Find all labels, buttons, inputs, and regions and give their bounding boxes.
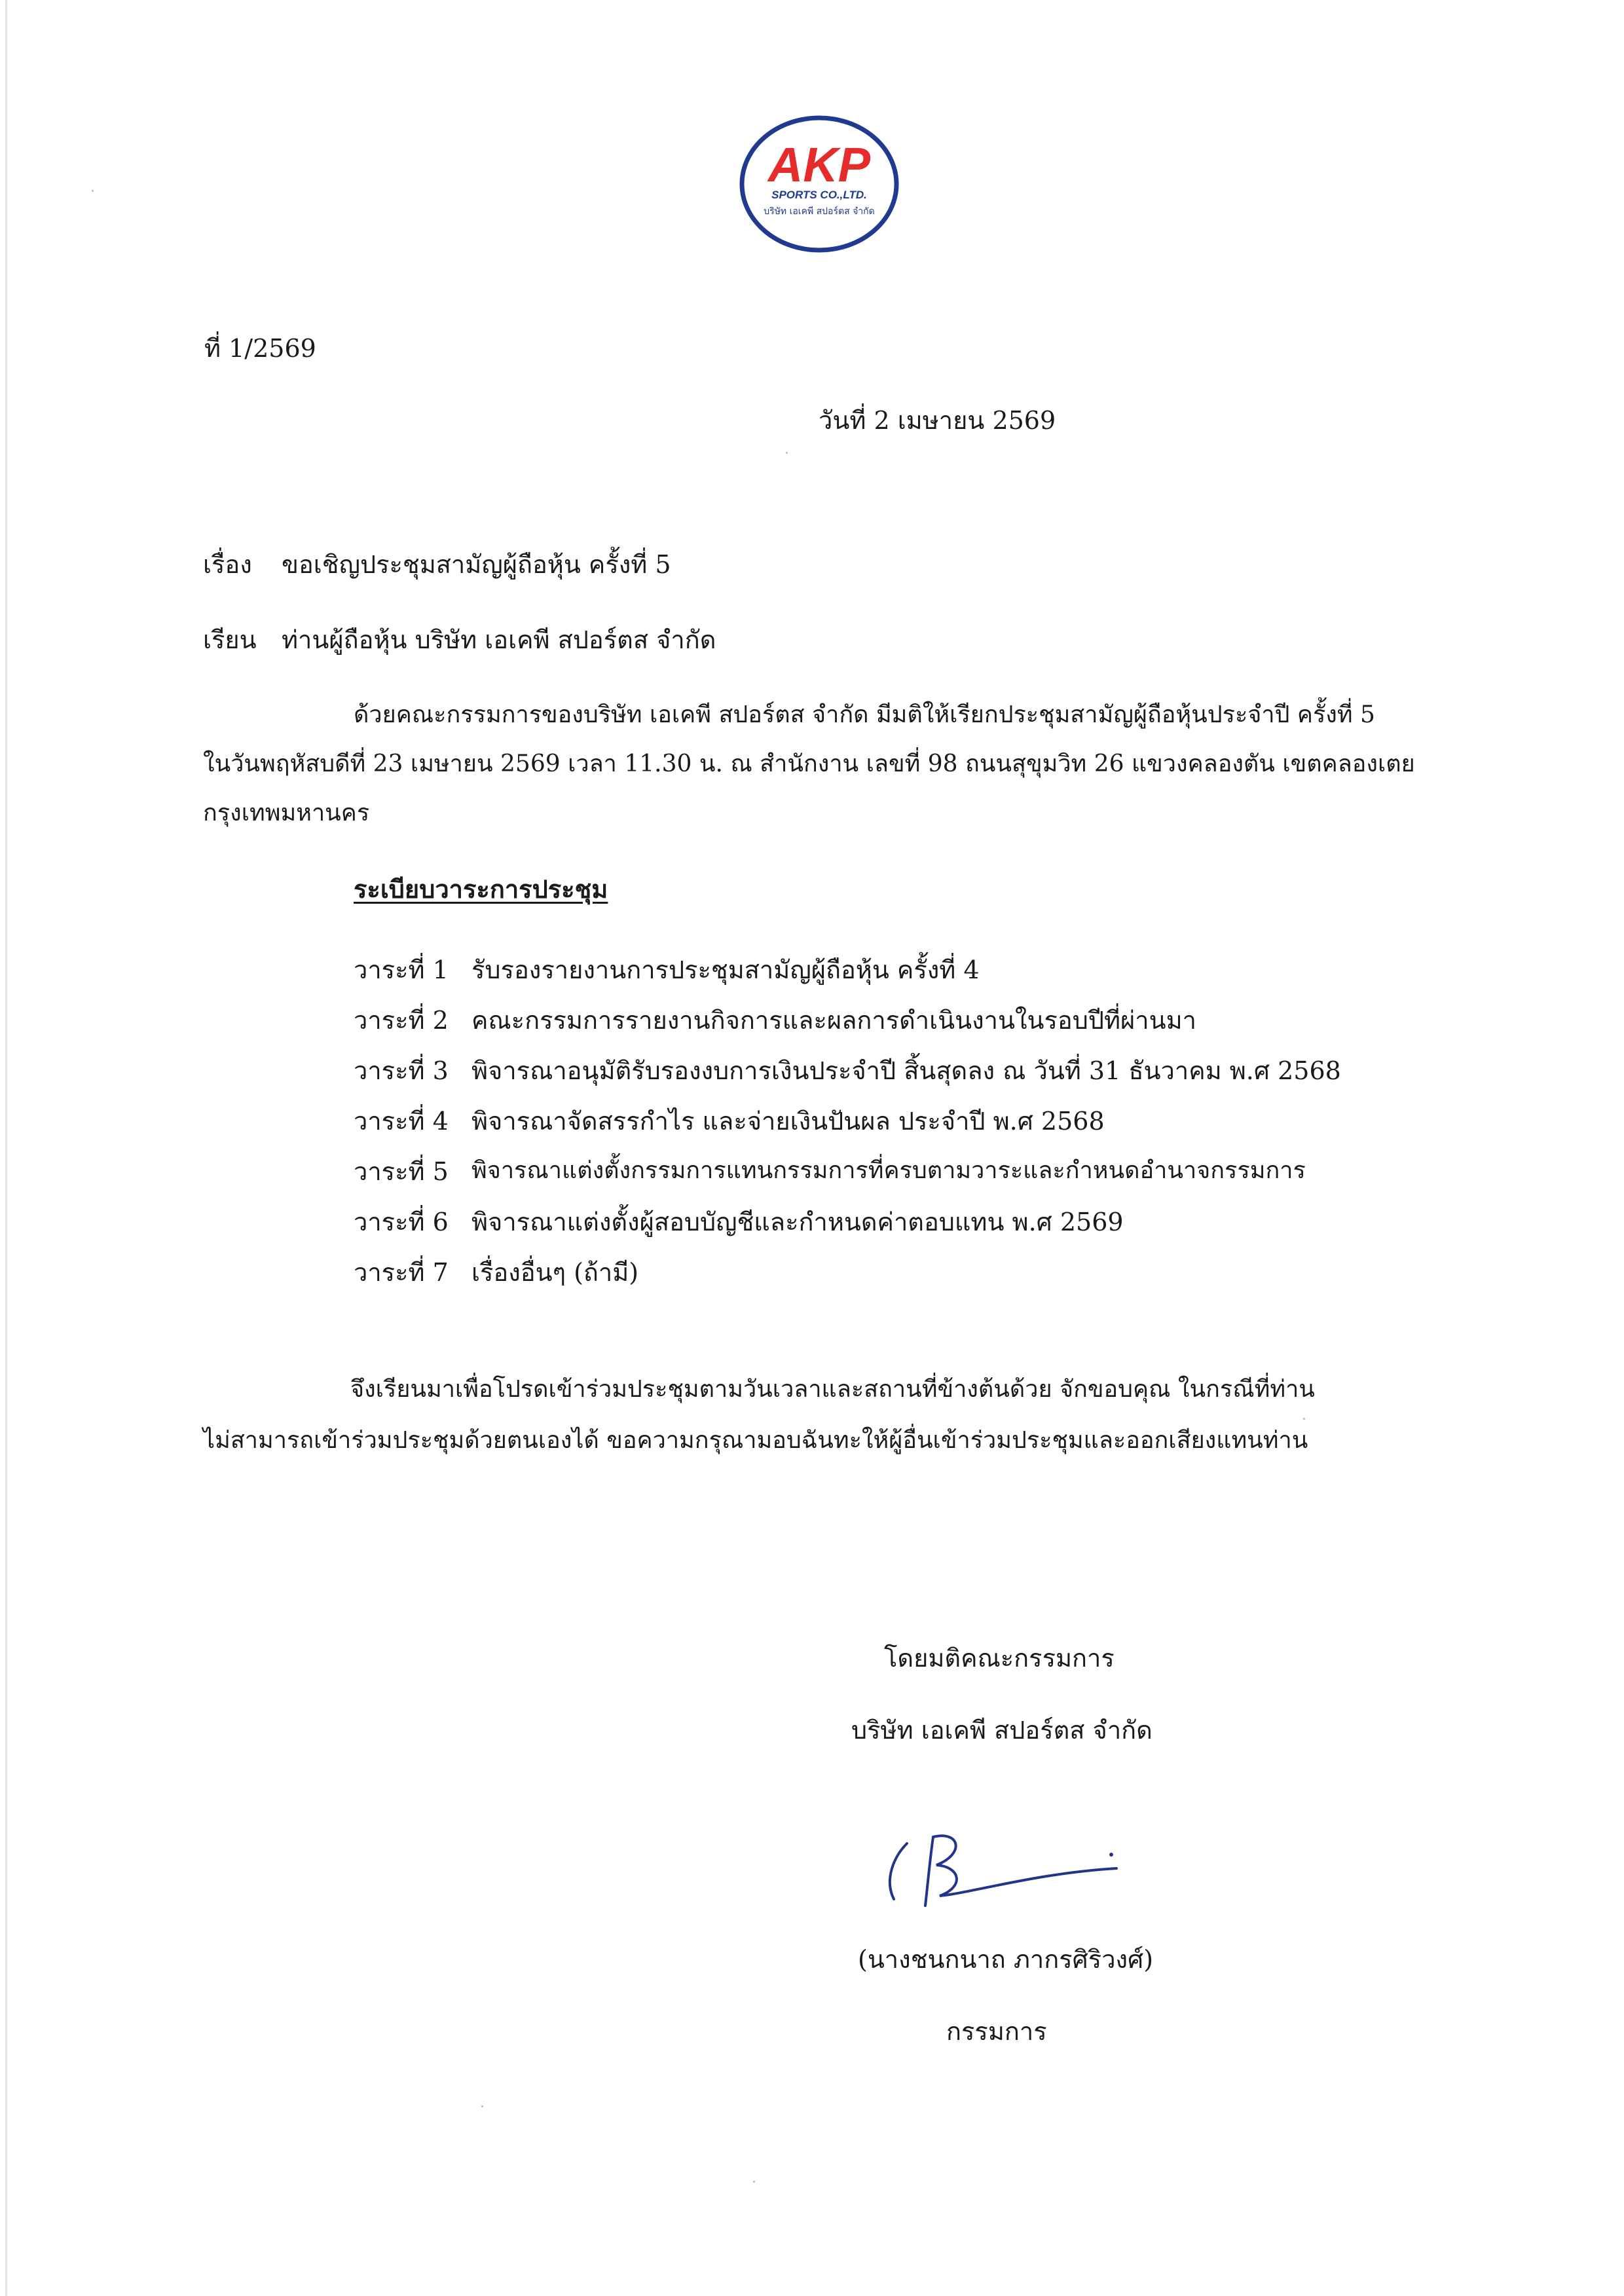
agenda-item-6-no: วาระที่ 6: [354, 1208, 449, 1236]
agenda-item-1-no: วาระที่ 1: [354, 955, 449, 984]
scan-speck: [1303, 1418, 1305, 1420]
signature-mark: [868, 1807, 1130, 1912]
subject-text: ขอเชิญประชุมสามัญผู้ถือหุ้น ครั้งที่ 5: [282, 550, 671, 579]
to-label: เรียน: [203, 625, 257, 654]
sign-company: บริษัท เอเคพี สปอร์ตส จำกัด: [851, 1716, 1153, 1745]
letter-number: ที่ 1/2569: [204, 334, 316, 363]
scan-edge: [5, 0, 7, 2296]
agenda-item-7-no: วาระที่ 7: [354, 1258, 449, 1287]
agenda-item-5-text: พิจารณาแต่งตั้งกรรมการแทนกรรมการที่ครบตามวาระและกำหนดอำนาจกรรมการ: [471, 1157, 1306, 1184]
agenda-item-2-no: วาระที่ 2: [354, 1006, 449, 1035]
agenda-item-3-text: พิจารณาอนุมัติรับรองงบการเงินประจำปี สิ้นสุดลง ณ วันที่ 31 ธันวาคม พ.ศ 2568: [471, 1056, 1341, 1085]
agenda-item-5-no: วาระที่ 5: [354, 1157, 449, 1186]
agenda-item-7-text: เรื่องอื่นๆ (ถ้ามี): [471, 1258, 639, 1287]
signer-title: กรรมการ: [946, 2017, 1047, 2046]
company-logo: [739, 115, 900, 253]
scan-speck: [753, 2181, 755, 2183]
scan-speck: [92, 190, 94, 192]
letter-date: วันที่ 2 เมษายน 2569: [819, 406, 1056, 435]
agenda-item-6-text: พิจารณาแต่งตั้งผู้สอบบัญชีและกำหนดค่าตอบแทน พ.ศ 2569: [471, 1208, 1124, 1236]
closing-line-2: ไม่สามารถเข้าร่วมประชุมด้วยตนเองได้ ขอความกรุณามอบฉันทะให้ผู้อื่นเข้าร่วมประชุมและออกเสียงแทนท่าน: [203, 1427, 1308, 1454]
agenda-item-4-text: พิจารณาจัดสรรกำไร และจ่ายเงินปันผล ประจำปี พ.ศ 2568: [471, 1107, 1105, 1136]
agenda-item-1-text: รับรองรายงานการประชุมสามัญผู้ถือหุ้น ครั้งที่ 4: [471, 955, 980, 984]
intro-line-1: ด้วยคณะกรรมการของบริษัท เอเคพี สปอร์ตส จำกัด มีมติให้เรียกประชุมสามัญผู้ถือหุ้นประจำปี ครั้งที่ 5: [354, 701, 1375, 728]
agenda-item-3-no: วาระที่ 3: [354, 1056, 449, 1085]
intro-line-2: ในวันพฤหัสบดีที่ 23 เมษายน 2569 เวลา 11.30 น. ณ สำนักงาน เลขที่ 98 ถนนสุขุมวิท 26 แขวงคลองตัน เขตคลองเตย: [203, 750, 1415, 777]
logo-thai-text: บริษัท เอเคพี สปอร์ตส จำกัด: [764, 206, 875, 217]
sign-by: โดยมติคณะกรรมการ: [884, 1644, 1115, 1673]
agenda-item-2-text: คณะกรรมการรายงานกิจการและผลการดำเนินงานในรอบปีที่ผ่านมา: [471, 1006, 1196, 1035]
agenda-title: ระเบียบวาระการประชุม: [354, 874, 608, 904]
scan-speck: [786, 452, 788, 454]
subject-label: เรื่อง: [203, 550, 252, 579]
closing-line-1: จึงเรียนมาเพื่อโปรดเข้าร่วมประชุมตามวันเวลาและสถานที่ข้างต้นด้วย จักขอบคุณ ในกรณีที่ท่าน: [350, 1376, 1315, 1403]
to-text: ท่านผู้ถือหุ้น บริษัท เอเคพี สปอร์ตส จำกัด: [282, 625, 716, 654]
intro-line-3: กรุงเทพมหานคร: [203, 800, 370, 826]
logo-main-text: AKP: [767, 138, 871, 192]
logo-sub-text: SPORTS CO.,LTD.: [771, 189, 867, 201]
agenda-item-4-no: วาระที่ 4: [354, 1107, 449, 1136]
signer-name: (นางชนกนาถ ภากรศิริวงศ์): [858, 1945, 1154, 1974]
scan-speck: [481, 2105, 483, 2107]
